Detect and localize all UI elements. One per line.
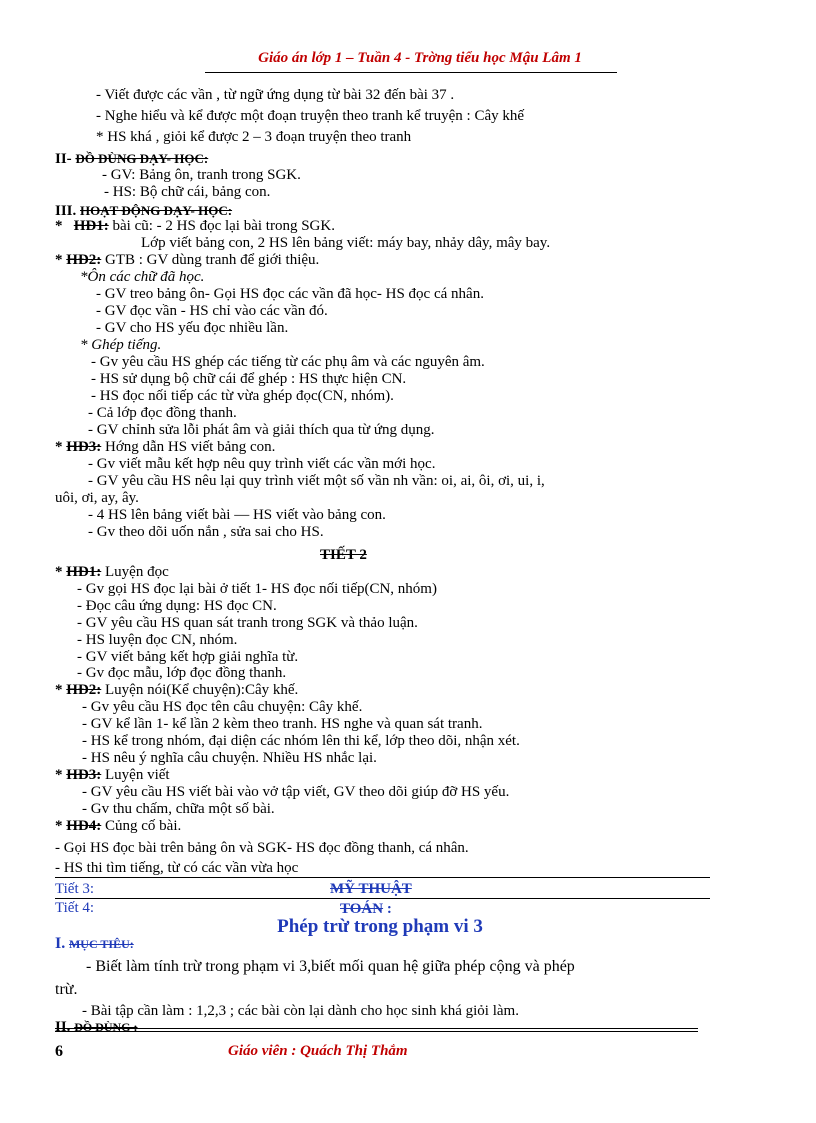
hd1-text: bài cũ: - 2 HS đọc lại bài trong SGK. [108, 218, 335, 234]
t2-hd1-item-5: - GV viết bảng kết hợp giải nghĩa từ. [77, 649, 299, 665]
hd3-line [55, 439, 275, 456]
section-2-number: II- [55, 151, 72, 167]
t2-hd1-item-3: - GV yêu cầu HS quan sát tranh trong SGK và thảo luận. [77, 615, 418, 631]
on-item-1: - GV treo bảng ôn- Gọi HS đọc các vần đã học- HS đọc cá nhân. [96, 286, 484, 302]
t2-hd1-item-1: - Gv gọi HS đọc lại bài ở tiết 1- HS đọc nối tiếp(CN, nhóm) [77, 581, 437, 597]
t2-hd2-item-2: - GV kể lần 1- kể lần 2 kèm theo tranh. HS nghe và quan sát tranh. [82, 716, 483, 732]
tiet-4-colon: : [383, 901, 392, 917]
t2-hd3-item-2: - Gv thu chấm, chữa một số bài. [82, 801, 275, 817]
t2-hd1-item-2: - Đọc câu ứng dụng: HS đọc CN. [77, 598, 277, 614]
t2-hd3-line [55, 767, 170, 784]
do-dung-title: ĐỒ DÙNG : [74, 1020, 138, 1034]
hd3-star: * [55, 439, 63, 455]
t2-hd1-star: * [55, 564, 63, 580]
ghep-item-4: - Cả lớp đọc đồng thanh. [88, 405, 237, 421]
section-2-item-2: - HS: Bộ chữ cái, bảng con. [104, 184, 271, 200]
hd3-item-2-cont: uôi, ơi, ay, ây. [55, 490, 139, 506]
hd3-item-4: - Gv theo dõi uốn nắn , sửa sai cho HS. [88, 524, 324, 540]
section-3-title: HOẠT ĐỘNG DẠY- HỌC: [80, 203, 233, 218]
t2-hd2-star: * [55, 682, 63, 698]
rule-after-tiet-3 [55, 898, 710, 899]
hd3-item-3: - 4 HS lên bảng viết bài — HS viết vào bảng con. [88, 507, 386, 523]
t2-hd4-star: * [55, 818, 63, 834]
tiet-3-label: Tiết 3: [55, 881, 95, 897]
t2-hd3-item-1: - GV yêu cầu HS viết bài vào vở tập viết, GV theo dõi giúp đỡ HS yếu. [82, 784, 510, 800]
ghep-item-3: - HS đọc nối tiếp các từ vừa ghép đọc(CN, nhóm). [91, 388, 394, 404]
t2-hd4-line [55, 818, 181, 835]
tiet-4-label: Tiết 4: [55, 900, 95, 916]
t2-hd2-line [55, 682, 298, 699]
section-2-item-1: - GV: Bảng ôn, tranh trong SGK. [102, 167, 301, 183]
rule-after-tiet-1 [55, 877, 710, 878]
tiet-2-heading: TIẾT 2 [320, 547, 367, 563]
tiet-3-subject: MỸ THUẬT [330, 881, 412, 897]
objective-2: - Nghe hiểu và kể được một đoạn truyện theo tranh kể truyện : Cây khế [96, 108, 525, 124]
t2-hd1-item-4: - HS luyện đọc CN, nhóm. [77, 632, 238, 648]
hd2-star: * [55, 252, 63, 268]
t2-hd4-label: HĐ4: [66, 818, 102, 834]
t2-hd1-text: Luyện đọc [101, 564, 169, 580]
on-item-2: - GV đọc vần - HS chỉ vào các vần đó. [96, 303, 328, 319]
page-number: 6 [55, 1043, 63, 1060]
hd1-line [55, 218, 335, 235]
hd3-label: HĐ3: [66, 439, 102, 455]
t2-hd3-star: * [55, 767, 63, 783]
page-header: Giáo án lớp 1 – Tuần 4 - Trờng tiểu học Mậu Lâm 1 [258, 50, 582, 66]
t2-hd2-item-1: - Gv yêu cầu HS đọc tên câu chuyện: Cây khế. [82, 699, 363, 715]
t2-hd3-label: HĐ3: [66, 767, 102, 783]
t2-hd4-item-2: - HS thi tìm tiếng, từ có các vần vừa học [55, 860, 299, 876]
lesson-title: Phép trừ trong phạm vi 3 [277, 916, 483, 937]
header-rule [205, 72, 617, 73]
footer-teacher: Giáo viên : Quách Thị Thắm [228, 1043, 408, 1059]
section-2-title: ĐỒ DÙNG DẠY- HỌC: [75, 151, 209, 166]
ghep-heading: * Ghép tiếng. [80, 337, 162, 353]
on-cac-heading: *Ôn các chữ đã học. [80, 269, 205, 285]
objective-3: * HS khá , giỏi kể được 2 – 3 đoạn truyện theo tranh [96, 129, 412, 145]
t2-hd2-label: HĐ2: [66, 682, 102, 698]
ghep-item-2: - HS sử dụng bộ chữ cái để ghép : HS thực hiện CN. [91, 371, 407, 387]
hd2-label: HĐ2: [66, 252, 102, 268]
hd3-text: Hớng dẫn HS viết bảng con. [101, 439, 276, 455]
muc-tieu-item-1: - Biết làm tính trừ trong phạm vi 3,biết mối quan hệ giữa phép cộng và phép [86, 958, 575, 975]
do-dung-number: II. [55, 1019, 71, 1035]
hd1-continuation: Lớp viết bảng con, 2 HS lên bảng viết: máy bay, nhảy dây, mây bay. [141, 235, 551, 251]
t2-hd2-item-4: - HS nêu ý nghĩa câu chuyện. Nhiều HS nhắc lại. [82, 750, 377, 766]
muc-tieu-number: I. [55, 935, 66, 952]
rule-footer-2 [55, 1031, 698, 1032]
objective-1: - Viết được các vần , từ ngữ ứng dụng từ bài 32 đến bài 37 . [96, 87, 455, 103]
muc-tieu-title: MỤC TIÊU: [68, 937, 134, 951]
t2-hd1-line [55, 564, 169, 581]
t2-hd4-item-1: - Gọi HS đọc bài trên bảng ôn và SGK- HS đọc đồng thanh, cá nhân. [55, 840, 469, 856]
t2-hd3-text: Luyện viết [101, 767, 170, 783]
hd2-line [55, 252, 319, 269]
tiet-4-subject: TOÁN [340, 901, 384, 917]
hd1-star: * [55, 218, 63, 234]
section-3-number: III. [55, 203, 77, 219]
t2-hd2-item-3: - HS kể trong nhóm, đại diện các nhóm lên thi kể, lớp theo dõi, nhận xét. [82, 733, 520, 749]
ghep-item-5: - GV chỉnh sửa lỗi phát âm và giải thích qua từ ứng dụng. [88, 422, 435, 438]
rule-footer-1 [55, 1028, 698, 1029]
muc-tieu-item-2: - Bài tập cần làm : 1,2,3 ; các bài còn lại dành cho học sinh khá giỏi làm. [82, 1003, 519, 1019]
ghep-item-1: - Gv yêu cầu HS ghép các tiếng từ các phụ âm và các nguyên âm. [91, 354, 485, 370]
t2-hd4-text: Củng cố bài. [101, 818, 182, 834]
t2-hd1-item-6: - Gv đọc mẫu, lớp đọc đồng thanh. [77, 665, 287, 681]
hd3-item-2: - GV yêu cầu HS nêu lại quy trình viết một số vần nh vần: oi, ai, ôi, ơi, ui, i, [88, 473, 545, 489]
section-2-heading [55, 150, 208, 168]
t2-hd2-text: Luyện nói(Kể chuyện):Cây khế. [101, 682, 299, 698]
muc-tieu-item-1-cont: trừ. [55, 981, 78, 998]
muc-tieu-heading [55, 935, 134, 953]
on-item-3: - GV cho HS yếu đọc nhiều lần. [96, 320, 289, 336]
t2-hd1-label: HĐ1: [66, 564, 102, 580]
hd2-text: GTB : GV dùng tranh để giới thiệu. [101, 252, 320, 268]
hd1-label: HĐ1: [73, 218, 109, 234]
hd3-item-1: - Gv viết mẫu kết hợp nêu quy trình viết các vần mới học. [88, 456, 436, 472]
